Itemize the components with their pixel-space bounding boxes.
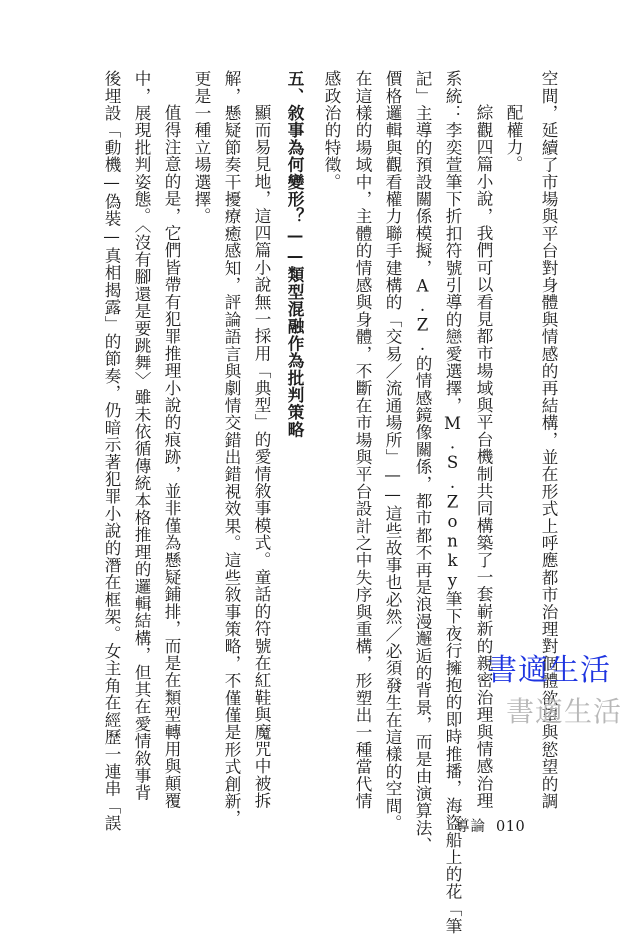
footer-section-title: 導論 (455, 819, 486, 835)
text-column: 解，懸疑節奏干擾療癒感知，評論語言與劇情交錯出錯視效果。這些敘事策略，不僅僅是形式創新， (222, 70, 241, 827)
text-column: 系統：李奕萱筆下折扣符號引導的戀愛選擇，M.S.Zonky筆下夜行擁抱的即時推播，海盜船上的花「筆 (443, 70, 462, 934)
text-column: 感政治的特徵。 (322, 70, 341, 191)
page-number: 010 (496, 819, 526, 835)
watermark-primary: 書適生活 (487, 653, 611, 688)
text-column: 顯而易見地，這四篇小說無一採用「典型」的愛情敘事模式。童話的符號在紅鞋與魔咒中被拆 (252, 104, 271, 810)
text-column: 值得注意的是，它們皆帶有犯罪推理小說的痕跡，並非僅為懸疑鋪排，而是在類型轉用與顛覆 (162, 104, 181, 810)
section-heading: 五、敘事為何變形？——類型混融作為批判策略 (285, 70, 305, 438)
watermark-secondary: 書適生活 (506, 695, 623, 728)
text-column: 中，展現批判姿態。〈沒有腳還是要跳舞〉雖未依循傳統本格推理的邏輯結構，但其在愛情敘事背 (132, 70, 151, 802)
text-column: 空間，延續了市場與平台對身體與情感的再結構，並在形式上呼應都市治理對個體欲望與慾望的調 (539, 70, 558, 810)
text-column: 在這樣的場域中，主體的情感與身體，不斷在市場與平台設計之中失序與重構，形塑出一種當代情 (353, 70, 372, 810)
text-column: 價格邏輯與觀看權力聯手建構的「交易／流通場所」——這些故事也必然／必須發生在這樣的空間。 (383, 70, 402, 832)
text-column: 後埋設「動機—偽裝—真相揭露」的節奏，仍暗示著犯罪小說的潛在框架。女主角在經歷一連串「誤 (102, 70, 121, 832)
text-column: 綜觀四篇小說，我們可以看見都市場域與平台機制共同構築了一套嶄新的親密治理與情感治理 (474, 104, 493, 810)
text-column: 更是一種立場選擇。 (192, 70, 211, 225)
text-column: 配權力。 (504, 104, 523, 173)
page-footer (455, 815, 525, 836)
text-column: 記」主導的預設關係模擬，A.Z.的情感鏡像關係，都市都不再是浪漫邂逅的背景，而是由演算法、 (413, 70, 432, 854)
